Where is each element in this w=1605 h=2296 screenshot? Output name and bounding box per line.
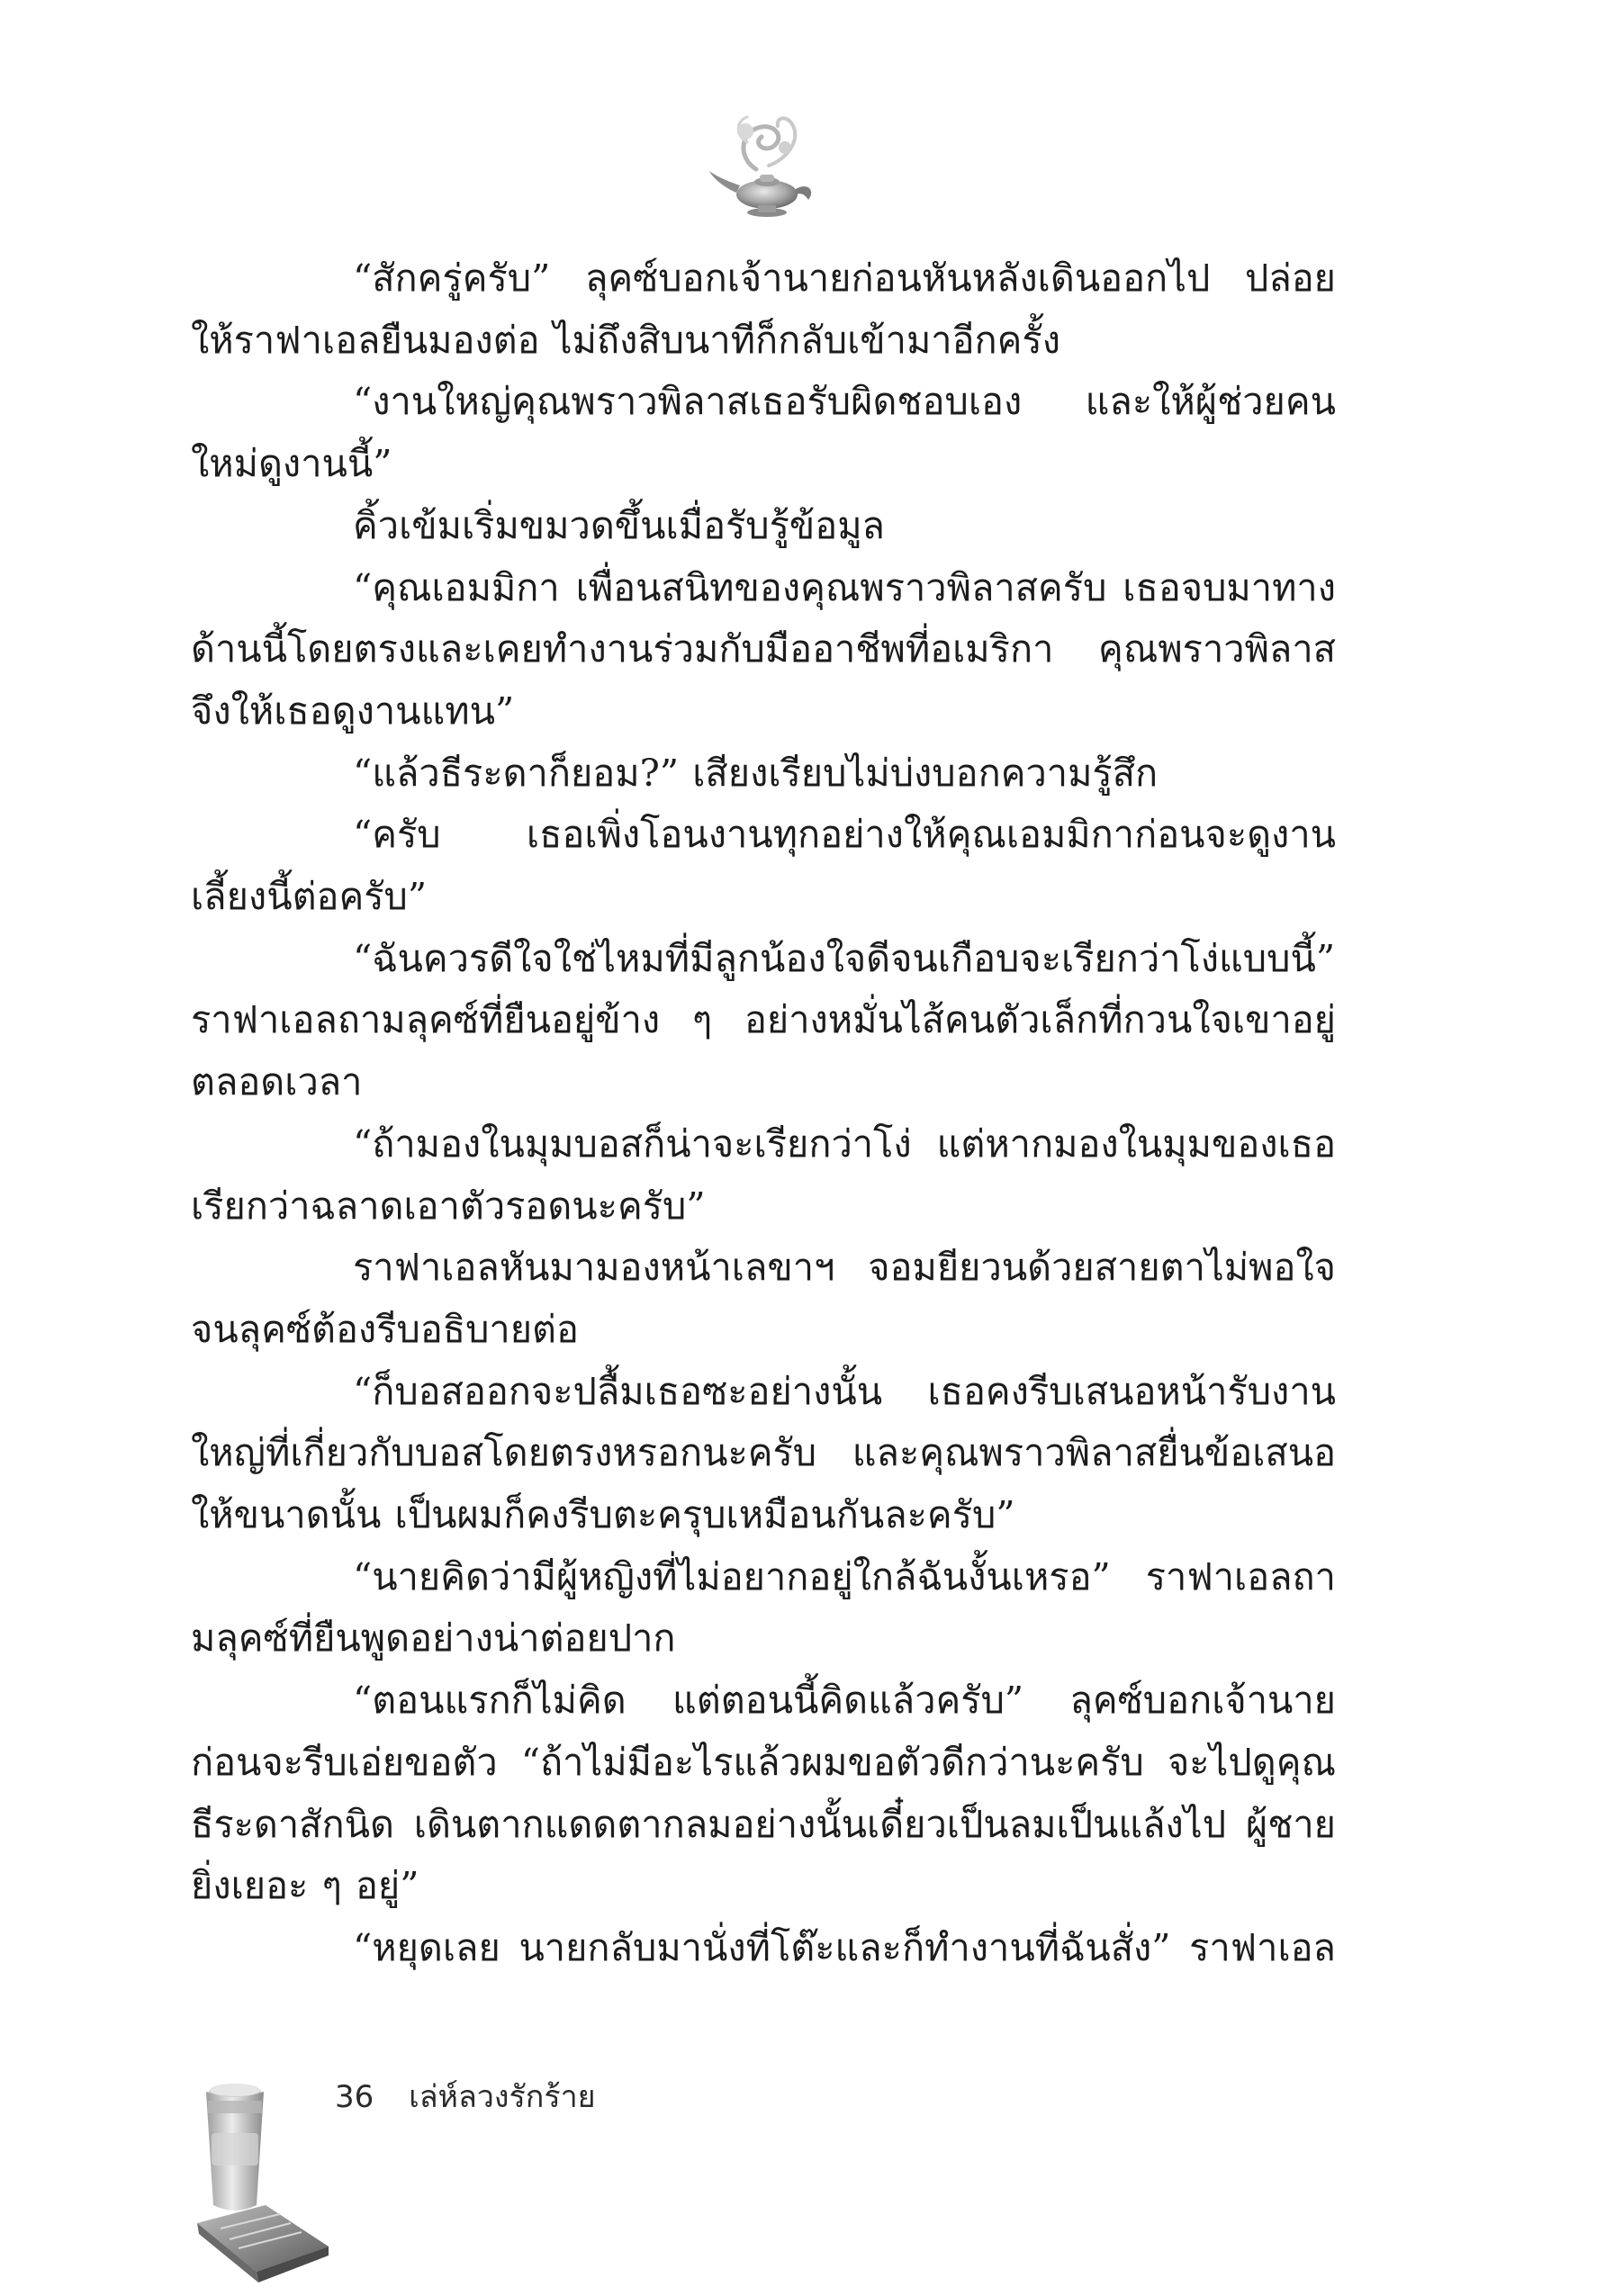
paragraph-13: “หยุดเลย นายกลับมานั่งที่โต๊ะและก็ทำงานที่ฉันสั่ง” ราฟาเอล — [353, 1924, 1336, 1969]
paragraph-12: “ตอนแรกก็ไม่คิด แต่ตอนนี้คิดแล้วครับ” ลุคซ์บอกเจ้านายก่อนจะรีบเอ่ยขอตัว “ถ้าไม่มีอะไรแล้วผมขอตัวดีกว่านะครับ จะไปดูคุณธีระดาสักนิด เดินตากแดดตากลมอย่างนั้นเดี๋ยวเป็นลมเป็นแล้งไป ผู้ชายยิ่งเยอะ ๆ อยู่” — [191, 1678, 1336, 1908]
coffee-cup-book-icon — [194, 2070, 351, 2286]
paragraph-7: “ฉันควรดีใจใช่ไหมที่มีลูกน้องใจดีจนเกือบจะเรียกว่าโง่แบบนี้” ราฟาเอลถามลุคซ์ที่ยืนอยู่ข้าง ๆ อย่างหมั่นไส้คนตัวเล็กที่กวนใจเขาอยู่ตลอดเวลา — [191, 935, 1336, 1104]
page-footer — [335, 2072, 596, 2120]
body-text — [191, 248, 1336, 1979]
paragraph-1: “สักครู่ครับ” ลุคซ์บอกเจ้านายก่อนหันหลังเดินออกไป ปล่อยให้ราฟาเอลยืนมองต่อ ไม่ถึงสิบนาทีก็กลับเข้ามาอีกครั้ง — [191, 256, 1336, 362]
book-title: เล่ห์ลวงรักร้าย — [409, 2079, 596, 2115]
paragraph-4: “คุณเอมมิกา เพื่อนสนิทของคุณพราวพิลาสครับ เธอจบมาทางด้านนี้โดยตรงและเคยทำงานร่วมกับมืออาชีพที่อเมริกา คุณพราวพิลาสจึงให้เธอดูงานแทน” — [191, 564, 1336, 733]
genie-lamp-icon — [702, 106, 828, 232]
paragraph-3: คิ้วเข้มเริ่มขมวดขึ้นเมื่อรับรู้ข้อมูล — [353, 502, 885, 547]
paragraph-6: “ครับ เธอเพิ่งโอนงานทุกอย่างให้คุณเอมมิกาก่อนจะดูงานเลี้ยงนี้ต่อครับ” — [191, 812, 1336, 919]
paragraph-8: “ถ้ามองในมุมบอสก็น่าจะเรียกว่าโง่ แต่หากมองในมุมของเธอเรียกว่าฉลาดเอาตัวรอดนะครับ” — [191, 1121, 1336, 1228]
page-number: 36 — [335, 2079, 374, 2115]
paragraph-5: “แล้วธีระดาก็ยอม?” เสียงเรียบไม่บ่งบอกความรู้สึก — [353, 750, 1159, 795]
paragraph-11: “นายคิดว่ามีผู้หญิงที่ไม่อยากอยู่ใกล้ฉันงั้นเหรอ” ราฟาเอลถามลุคซ์ที่ยืนพูดอย่างน่าต่อยปาก — [191, 1553, 1336, 1661]
paragraph-9: ราฟาเอลหันมามองหน้าเลขาฯ จอมยียวนด้วยสายตาไม่พอใจจนลุคซ์ต้องรีบอธิบายต่อ — [191, 1245, 1336, 1351]
paragraph-10: “ก็บอสออกจะปลื้มเธอซะอย่างนั้น เธอคงรีบเสนอหน้ารับงานใหญ่ที่เกี่ยวกับบอสโดยตรงหรอกนะครับ และคุณพราวพิลาสยื่นข้อเสนอให้ขนาดนั้น เป็นผมก็คงรีบตะครุบเหมือนกันละครับ” — [191, 1368, 1336, 1537]
paragraph-2: “งานใหญ่คุณพราวพิลาสเธอรับผิดชอบเอง และให้ผู้ช่วยคนใหม่ดูงานนี้” — [191, 379, 1336, 486]
